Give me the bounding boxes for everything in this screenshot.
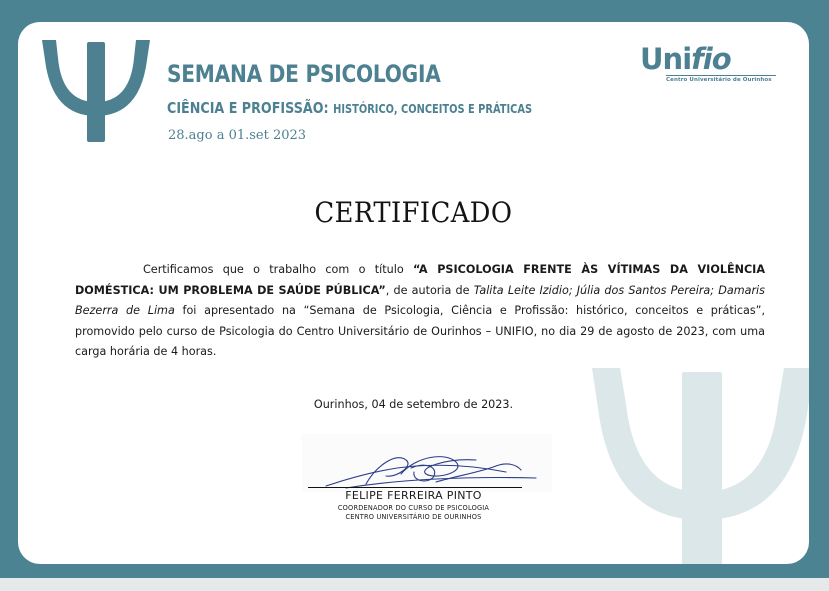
work-title: “A PSICOLOGIA FRENTE ÀS VÍTIMAS DA VIOLÊNCIA DOMÉSTICA: UM PROBLEMA DE SAÚDE PÚBLICA” xyxy=(75,263,765,297)
bottom-edge-strip xyxy=(0,578,829,591)
place-date: Ourinhos, 04 de setembro de 2023. xyxy=(313,398,514,411)
psi-symbol-icon xyxy=(40,38,152,144)
authors: Talita Leite Izidio; Júlia dos Santos Pereira; Damaris Bezerra de Lima xyxy=(75,283,765,318)
body-by-authors: , de autoria de xyxy=(385,283,474,297)
certificate-sheet xyxy=(18,22,809,564)
signer-role: COORDENADOR DO CURSO DE PSICOLOGIA xyxy=(337,504,490,512)
event-subtitle-main: CIÊNCIA E PROFISSÃO: xyxy=(167,99,329,117)
signer-name: FELIPE FERREIRA PINTO xyxy=(345,489,482,502)
certificate-title: CERTIFICADO xyxy=(314,196,513,229)
body-rest: foi apresentado na “Semana de Psicologia, Ciência e Profissão: histórico, conceitos e práticas”, promovido pelo curso de Psicologia do Centro Universitário de Ourinhos – UNIFIO, no dia 29 de agosto de 2023, com uma carga horária de 4 horas. xyxy=(75,304,766,359)
signature-line xyxy=(308,487,522,488)
event-subtitle xyxy=(167,98,532,117)
unifio-logo-part1: Uni xyxy=(640,42,692,76)
certificate-body xyxy=(75,260,765,363)
signer-organization: CENTRO UNIVERSITÁRIO DE OURINHOS xyxy=(345,513,482,521)
unifio-tagline: Centro Universitário de Ourinhos xyxy=(666,75,776,83)
event-dates: 28.ago a 01.set 2023 xyxy=(168,128,307,143)
unifio-logo-part2: fio xyxy=(691,42,731,76)
body-intro: Certificamos que o trabalho com o título xyxy=(143,263,413,276)
psi-watermark-icon xyxy=(592,364,809,564)
unifio-logo xyxy=(640,42,731,76)
event-title: SEMANA DE PSICOLOGIA xyxy=(167,60,441,88)
event-subtitle-rest: HISTÓRICO, CONCEITOS E PRÁTICAS xyxy=(333,102,533,116)
